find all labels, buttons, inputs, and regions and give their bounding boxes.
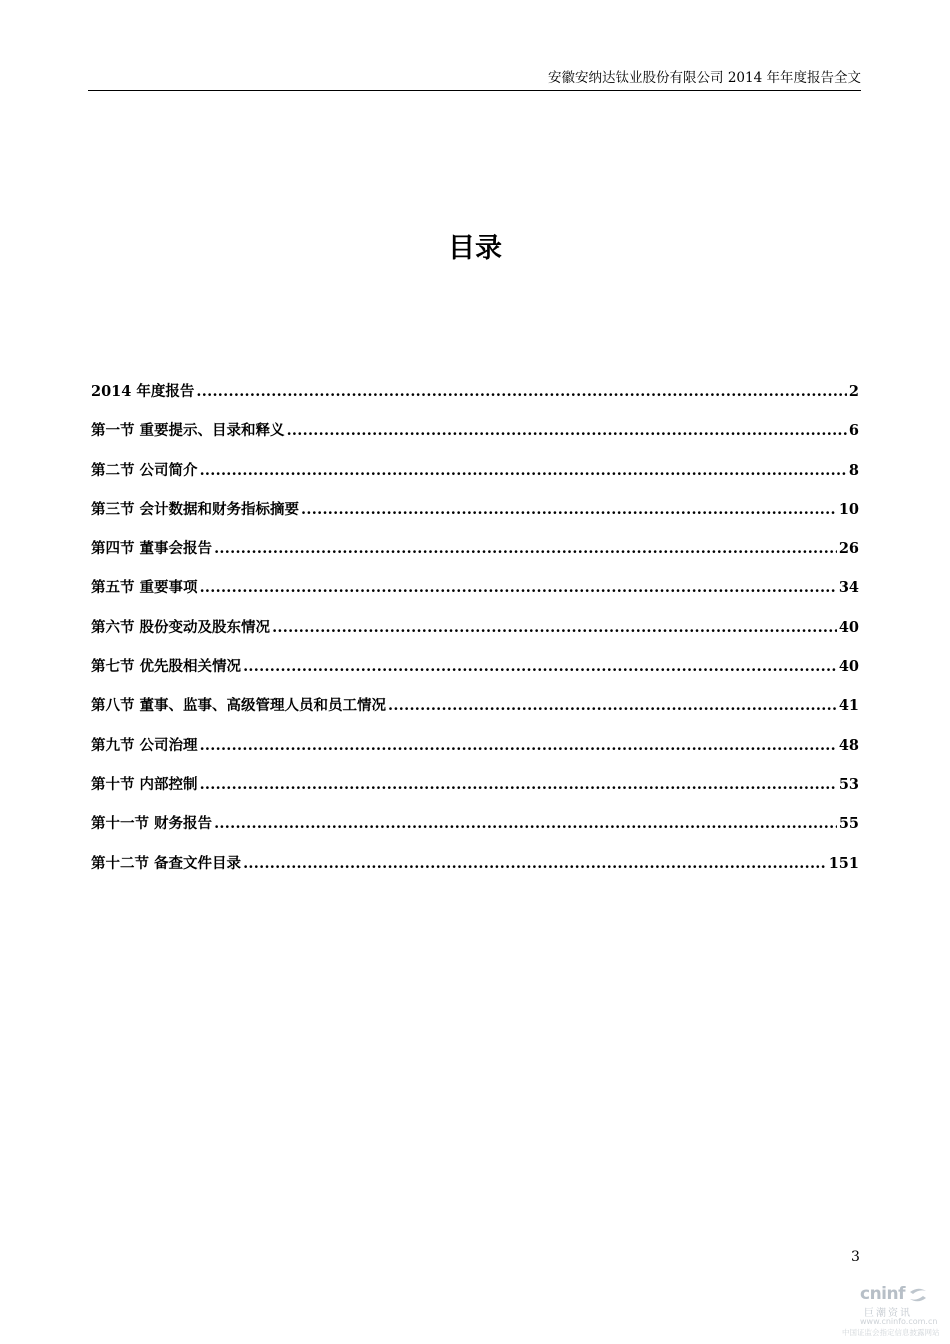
page-header [88, 64, 861, 91]
toc-entry-label: 第一节 重要提示、目录和释义 [91, 422, 285, 440]
toc-title: 目录 [448, 233, 502, 264]
toc-leader-dots [214, 813, 837, 835]
toc-entry-label: 第四节 董事会报告 [91, 540, 213, 558]
toc-leader-dots [200, 577, 837, 599]
cninfo-watermark [840, 1284, 940, 1340]
toc-entry-label: 第七节 优先股相关情况 [91, 658, 242, 676]
toc-leader-dots [243, 853, 827, 875]
toc-entry[interactable] [91, 656, 859, 695]
watermark-logo-text: cninf [860, 1284, 906, 1304]
toc-entry-page: 6 [848, 422, 859, 440]
toc-entry[interactable] [91, 774, 859, 813]
page-number: 3 [851, 1249, 860, 1265]
toc-entry-page: 10 [838, 500, 859, 518]
toc-leader-dots [388, 695, 837, 717]
toc-entry-page: 8 [848, 461, 859, 479]
watermark-url: www.cninfo.com.cn [860, 1317, 938, 1326]
header-title: 安徽安纳达钛业股份有限公司 2014 年年度报告全文 [548, 70, 861, 86]
toc-list [91, 381, 859, 892]
toc-leader-dots [200, 735, 837, 757]
toc-leader-dots [272, 617, 837, 639]
cninfo-swirl-icon [908, 1286, 928, 1304]
toc-entry-page: 40 [838, 618, 859, 636]
toc-leader-dots [243, 656, 837, 678]
toc-entry-label: 2014 年度报告 [91, 383, 195, 400]
toc-leader-dots [200, 460, 847, 482]
toc-entry-label: 第九节 公司治理 [91, 736, 198, 754]
toc-entry[interactable] [91, 499, 859, 538]
toc-leader-dots [287, 420, 847, 442]
toc-entry-label: 第六节 股份变动及股东情况 [91, 618, 271, 636]
toc-entry-label: 第十一节 财务报告 [91, 815, 213, 833]
toc-entry-page: 2 [848, 383, 859, 400]
toc-entry-page: 55 [838, 815, 859, 833]
toc-entry-label: 第八节 董事、监事、高级管理人员和员工情况 [91, 697, 387, 715]
toc-entry-page: 53 [838, 775, 859, 793]
toc-entry-page: 48 [838, 736, 859, 754]
toc-entry[interactable] [91, 420, 859, 459]
watermark-subtitle: 中国证监会指定信息披露网站 [842, 1328, 940, 1337]
watermark-cn-name: 巨潮资讯 [864, 1308, 912, 1319]
toc-entry[interactable] [91, 460, 859, 499]
toc-entry[interactable] [91, 617, 859, 656]
toc-entry-label: 第五节 重要事项 [91, 579, 198, 597]
toc-entry-label: 第十二节 备查文件目录 [91, 854, 242, 872]
toc-entry[interactable] [91, 381, 859, 420]
toc-leader-dots [200, 774, 837, 796]
toc-entry[interactable] [91, 813, 859, 852]
toc-leader-dots [214, 538, 837, 560]
toc-entry[interactable] [91, 735, 859, 774]
toc-entry[interactable] [91, 538, 859, 577]
toc-entry-label: 第十节 内部控制 [91, 775, 198, 793]
toc-entry-page: 34 [838, 579, 859, 597]
toc-entry-label: 第二节 公司简介 [91, 461, 198, 479]
toc-entry[interactable] [91, 853, 859, 892]
toc-entry-label: 第三节 会计数据和财务指标摘要 [91, 500, 300, 518]
toc-entry-page: 26 [838, 540, 859, 558]
toc-entry[interactable] [91, 577, 859, 616]
toc-leader-dots [301, 499, 837, 521]
toc-entry-page: 40 [838, 658, 859, 676]
toc-entry-page: 151 [828, 854, 859, 872]
toc-entry-page: 41 [838, 697, 859, 715]
toc-leader-dots [196, 381, 847, 403]
toc-entry[interactable] [91, 695, 859, 734]
